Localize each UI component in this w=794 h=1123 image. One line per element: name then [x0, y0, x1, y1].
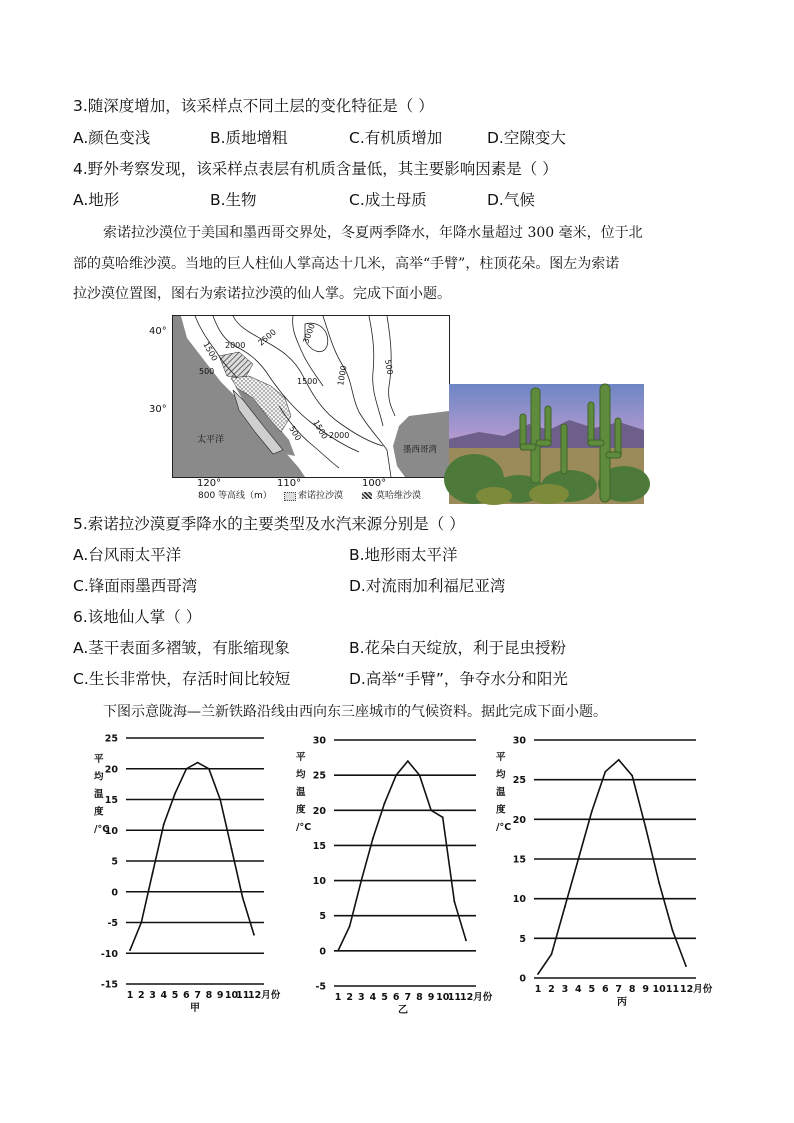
chart-title: 乙 [398, 1005, 408, 1016]
temperature-point [537, 973, 539, 975]
contour-label: 3000 [301, 322, 317, 345]
y-tick-label: 20 [104, 764, 118, 776]
y-tick-label: 10 [104, 825, 118, 837]
x-tick-label: 9 [216, 990, 224, 1001]
temperature-point [685, 965, 687, 967]
lon-label-110: 110° [277, 478, 302, 489]
y-tick-label: 25 [104, 733, 118, 745]
q4-stem: 4.野外考察发现，该采样点表层有机质含量低，其主要影响因素是（ ） [73, 160, 558, 178]
temperature-point [372, 838, 374, 840]
q5-option-b: B.地形雨太平洋 [349, 546, 458, 564]
temperature-line [338, 761, 466, 951]
q6-option-b: B.花朵白天绽放，利于昆虫授粉 [349, 639, 567, 657]
temperature-point [407, 760, 409, 762]
y-tick-label: 0 [111, 887, 118, 899]
climate-chart-jia [88, 730, 281, 1015]
x-tick-label: 2 [548, 984, 555, 995]
contour-label: 2000 [225, 341, 246, 350]
lon-label-100: 100° [362, 478, 387, 489]
x-tick-label: 6 [183, 990, 190, 1001]
y-tick-label: 5 [111, 856, 118, 868]
y-tick-label: -5 [107, 918, 118, 929]
q6-option-c: C.生长非常快，存活时间比较短 [73, 670, 291, 688]
x-tick-label: 5 [588, 984, 596, 995]
contour-label: 500 [383, 358, 395, 376]
x-unit-label: 12月份 [460, 992, 493, 1003]
x-tick-label: 4 [160, 990, 168, 1001]
lon-label-120: 120° [197, 478, 222, 489]
mojave-desert [219, 352, 253, 378]
chart-title: 丙 [617, 997, 627, 1008]
y-tick-label: 0 [319, 946, 326, 958]
saguaro-cactus-photo [449, 384, 644, 504]
q6-stem: 6.该地仙人掌（ ） [73, 608, 202, 626]
temperature-point [395, 774, 397, 776]
y-tick-label: 10 [312, 876, 326, 888]
legend-mojave: 莫哈维沙漠 [376, 491, 422, 501]
temperature-line [538, 760, 686, 974]
temperature-point [219, 799, 221, 801]
passage1-line-3: 拉沙漠位置图，图右为索诺拉沙漠的仙人掌。完成下面小题。 [73, 286, 451, 302]
x-tick-label: 5 [171, 990, 179, 1001]
temperature-point [349, 925, 351, 927]
y-tick-label: 15 [104, 795, 118, 806]
y-tick-label: 0 [519, 973, 526, 985]
y-tick-label: 30 [312, 735, 326, 747]
cactus-photo-svg [449, 384, 644, 504]
temperature-point [253, 934, 255, 936]
temperature-point [591, 811, 593, 813]
x-tick-label: 2 [137, 990, 145, 1001]
temperature-point [231, 848, 233, 850]
x-tick-label: 5 [381, 992, 388, 1003]
x-tick-label: 8 [628, 984, 636, 995]
x-tick-label: 10 [224, 990, 239, 1001]
contour-label: 2500 [256, 327, 278, 348]
x-tick-label: 3 [357, 992, 365, 1003]
x-tick-label: 1 [126, 990, 134, 1001]
y-tick-label: 15 [312, 840, 326, 852]
x-tick-label: 4 [575, 984, 582, 995]
y-tick-label: 15 [512, 854, 526, 866]
climate-chart-yi [290, 730, 493, 1016]
contour-label: 1500 [201, 340, 220, 363]
legend-sonoran-swatch [284, 492, 296, 501]
temperature-point [551, 953, 553, 955]
q6-option-d: D.高举“手臂”，争夺水分和阳光 [349, 670, 568, 688]
x-tick-label: 7 [194, 990, 201, 1001]
x-tick-label: 11 [236, 990, 250, 1001]
y-tick-label: 30 [512, 735, 526, 747]
x-tick-label: 3 [561, 984, 569, 995]
temperature-point [631, 775, 633, 777]
chart-title: 甲 [190, 1003, 200, 1014]
passage2: 下图示意陇海—兰新铁路沿线由西向东三座城市的气候资料。据此完成下面小题。 [103, 704, 607, 720]
x-tick-label: 11 [665, 984, 680, 995]
temperature-point [604, 771, 606, 773]
x-tick-label: 10 [652, 984, 666, 995]
contour-label: 500 [199, 367, 215, 376]
contour-label: 500 [287, 424, 303, 443]
lat-label-30: 30° [149, 404, 167, 415]
q5-option-d: D.对流雨加利福尼亚湾 [349, 577, 506, 595]
passage1-line-1: 索诺拉沙漠位于美国和墨西哥交界处，冬夏两季降水，年降水量超过 300 毫米，位于北 [103, 225, 643, 241]
passage1-line-2: 部的莫哈维沙漠。当地的巨人柱仙人掌高达十几米，高举“手臂”，柱顶花朵。图左为索诺 [73, 256, 620, 272]
temperature-point [174, 792, 176, 794]
q5-option-a: A.台风雨太平洋 [73, 546, 182, 564]
temperature-point [360, 880, 362, 882]
x-tick-label: 6 [392, 992, 400, 1003]
x-tick-label: 10 [436, 992, 450, 1003]
y-tick-label: 20 [312, 805, 326, 817]
temperature-point [337, 950, 339, 952]
contour-label: 1500 [297, 377, 318, 386]
q4-option-c: C.成土母质 [349, 191, 427, 209]
y-tick-label: -10 [100, 948, 118, 960]
temperature-point [442, 816, 444, 818]
lat-label-40: 40° [149, 326, 167, 337]
y-tick-label: 5 [519, 933, 526, 945]
x-tick-label: 6 [601, 984, 609, 995]
x-tick-label: 7 [615, 984, 623, 995]
x-tick-label: 8 [416, 992, 423, 1003]
q5-stem: 5.索诺拉沙漠夏季降水的主要类型及水汽来源分别是（ ） [73, 515, 465, 533]
contour-label: 1000 [336, 364, 349, 387]
q4-option-a: A.地形 [73, 191, 120, 209]
y-tick-label: 10 [512, 894, 526, 906]
q3-stem: 3.随深度增加，该采样点不同土层的变化特征是（ ） [73, 97, 434, 115]
temperature-point [577, 858, 579, 860]
legend-mojave-swatch [362, 492, 372, 499]
temperature-point [163, 823, 165, 825]
map-svg [173, 316, 449, 477]
temperature-point [658, 882, 660, 884]
y-tick-label: 20 [512, 814, 526, 826]
x-tick-label: 8 [205, 990, 213, 1001]
temperature-point [197, 762, 199, 764]
x-unit-label: 12月份 [680, 984, 713, 995]
x-tick-label: 2 [346, 992, 353, 1003]
temperature-point [465, 939, 467, 941]
x-tick-label: 9 [642, 984, 649, 995]
q6-option-a: A.茎干表面多褶皱，有胀缩现象 [73, 639, 290, 657]
temperature-point [618, 759, 620, 761]
temperature-point [384, 802, 386, 804]
q3-option-c: C.有机质增加 [349, 129, 443, 147]
y-tick-label: 25 [512, 775, 526, 787]
climate-chart-bing [490, 730, 713, 1015]
x-unit-label: 12月份 [248, 990, 281, 1001]
q5-option-c: C.锋面雨墨西哥湾 [73, 577, 198, 595]
x-tick-label: 9 [427, 992, 435, 1003]
y-tick-label: -5 [315, 981, 326, 993]
q4-option-d: D.气候 [487, 191, 535, 209]
legend-contour: 800 等高线（m） [198, 491, 272, 501]
y-axis-label: 平均温度/°C [496, 752, 512, 833]
y-axis-label: 平均温度/°C [94, 754, 110, 835]
temperature-point [208, 768, 210, 770]
q3-option-b: B.质地增粗 [210, 129, 288, 147]
temperature-point [430, 809, 432, 811]
contour-label: 2000 [329, 431, 350, 440]
y-tick-label: -15 [100, 979, 118, 991]
x-tick-label: 11 [447, 992, 461, 1003]
x-tick-label: 1 [534, 984, 542, 995]
y-axis-label: 平均温度/°C [296, 752, 312, 833]
temperature-point [152, 872, 154, 874]
temperature-point [140, 922, 142, 924]
temperature-point [645, 826, 647, 828]
q4-option-b: B.生物 [210, 191, 257, 209]
temperature-point [185, 768, 187, 770]
y-tick-label: 5 [319, 911, 326, 923]
x-tick-label: 1 [334, 992, 342, 1003]
x-tick-label: 3 [149, 990, 156, 1001]
legend-sonoran: 索诺拉沙漠 [298, 491, 344, 501]
temperature-point [672, 930, 674, 932]
x-tick-label: 4 [369, 992, 377, 1003]
q3-option-d: D.空隙变大 [487, 129, 566, 147]
x-tick-label: 7 [404, 992, 412, 1003]
temperature-point [564, 906, 566, 908]
gulf-of-mexico-label: 墨西哥湾 [403, 445, 438, 455]
q3-option-a: A.颜色变浅 [73, 129, 151, 147]
contour-label: 1500 [311, 418, 330, 441]
sonoran-location-map [172, 315, 450, 478]
temperature-point [242, 897, 244, 899]
temperature-point [129, 949, 131, 951]
gulf-of-mexico [393, 411, 449, 477]
y-tick-label: 25 [312, 770, 326, 782]
pacific-label: 太平洋 [197, 435, 225, 445]
temperature-point [453, 901, 455, 903]
temperature-point [419, 774, 421, 776]
